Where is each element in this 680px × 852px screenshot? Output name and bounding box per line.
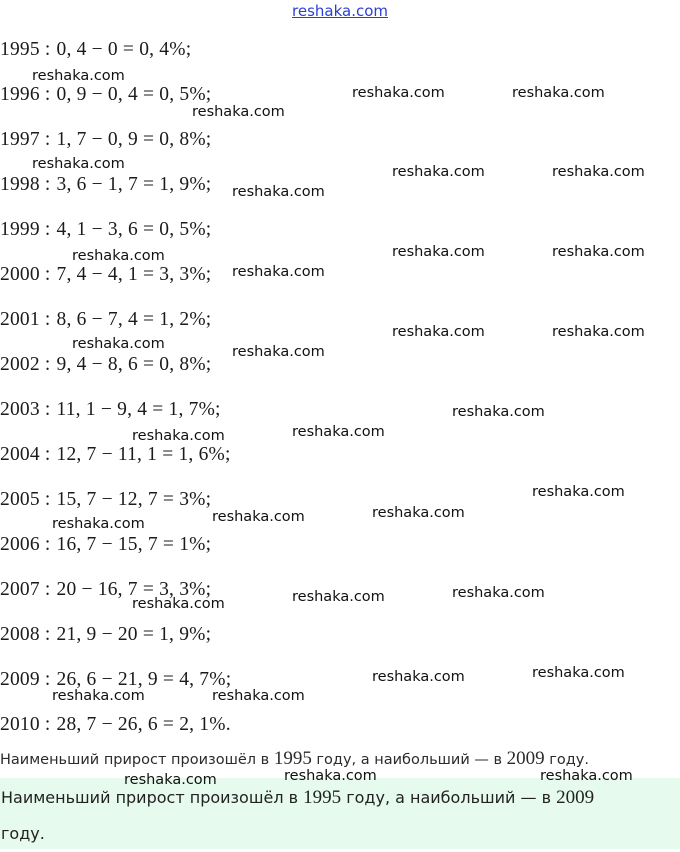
watermark-text: reshaka.com	[392, 324, 485, 340]
year-label: 2007 :	[0, 579, 51, 600]
growth-expression: 26, 6 − 21, 9 = 4, 7%;	[56, 669, 232, 690]
watermark-text: reshaka.com	[52, 516, 145, 532]
year-label: 2000 :	[0, 264, 51, 285]
calculation-line	[0, 173, 231, 218]
year-label: 2009 :	[0, 669, 51, 690]
year-label: 1997 :	[0, 129, 51, 150]
growth-expression: 7, 4 − 4, 1 = 3, 3%;	[56, 264, 212, 285]
watermark-text: reshaka.com	[52, 688, 145, 704]
watermark-text: reshaka.com	[552, 164, 645, 180]
watermark-text: reshaka.com	[372, 669, 465, 685]
watermark-text: reshaka.com	[212, 688, 305, 704]
growth-expression: 12, 7 − 11, 1 = 1, 6%;	[56, 444, 231, 465]
watermark-text: reshaka.com	[232, 264, 325, 280]
site-link[interactable]: reshaka.com	[292, 2, 388, 20]
year-label: 2002 :	[0, 354, 51, 375]
conclusion-text: Наименьший прирост произошёл в 1995 году, а наибольший — в 2009 году.	[0, 748, 589, 769]
watermark-text: reshaka.com	[392, 244, 485, 260]
growth-expression: 4, 1 − 3, 6 = 0, 5%;	[56, 219, 212, 240]
answer-box: Наименьший прирост произошёл в 1995 году, а наибольший — в 2009 году.	[0, 778, 680, 849]
watermark-text: reshaka.com	[32, 68, 125, 84]
year-label: 1999 :	[0, 219, 51, 240]
watermark-text: reshaka.com	[284, 768, 377, 784]
year-label: 2004 :	[0, 444, 51, 465]
calculation-line	[0, 443, 231, 488]
watermark-text: reshaka.com	[72, 336, 165, 352]
watermark-text: reshaka.com	[72, 248, 165, 264]
watermark-text: reshaka.com	[372, 505, 465, 521]
growth-expression: 21, 9 − 20 = 1, 9%;	[56, 624, 212, 645]
calculation-line	[0, 623, 231, 668]
year-label: 2001 :	[0, 309, 51, 330]
growth-expression: 28, 7 − 26, 6 = 2, 1%.	[56, 714, 231, 735]
growth-expression: 9, 4 − 8, 6 = 0, 8%;	[56, 354, 212, 375]
growth-expression: 0, 4 − 0 = 0, 4%;	[56, 39, 192, 60]
year-label: 2006 :	[0, 534, 51, 555]
calculation-line	[0, 263, 231, 308]
calculation-line	[0, 533, 231, 578]
growth-expression: 8, 6 − 7, 4 = 1, 2%;	[56, 309, 212, 330]
year-label: 2003 :	[0, 399, 51, 420]
watermark-text: reshaka.com	[132, 428, 225, 444]
watermark-text: reshaka.com	[452, 404, 545, 420]
year-label: 2008 :	[0, 624, 51, 645]
calculation-line	[0, 353, 231, 398]
watermark-text: reshaka.com	[352, 85, 445, 101]
watermark-text: reshaka.com	[532, 484, 625, 500]
growth-expression: 3, 6 − 1, 7 = 1, 9%;	[56, 174, 212, 195]
growth-expression: 20 − 16, 7 = 3, 3%;	[56, 579, 212, 600]
growth-expression: 11, 1 − 9, 4 = 1, 7%;	[56, 399, 221, 420]
watermark-text: reshaka.com	[532, 665, 625, 681]
watermark-text: reshaka.com	[232, 344, 325, 360]
growth-expression: 0, 9 − 0, 4 = 0, 5%;	[56, 84, 212, 105]
watermark-text: reshaka.com	[392, 164, 485, 180]
year-label: 1998 :	[0, 174, 51, 195]
watermark-text: reshaka.com	[452, 585, 545, 601]
watermark-text: reshaka.com	[292, 424, 385, 440]
year-label: 2010 :	[0, 714, 51, 735]
watermark-text: reshaka.com	[212, 509, 305, 525]
year-label: 1995 :	[0, 39, 51, 60]
growth-expression: 1, 7 − 0, 9 = 0, 8%;	[56, 129, 212, 150]
watermark-text: reshaka.com	[232, 184, 325, 200]
year-label: 1996 :	[0, 84, 51, 105]
watermark-text: reshaka.com	[32, 156, 125, 172]
growth-expression: 16, 7 − 15, 7 = 1%;	[56, 534, 212, 555]
year-label: 2005 :	[0, 489, 51, 510]
watermark-text: reshaka.com	[292, 589, 385, 605]
watermark-text: reshaka.com	[552, 244, 645, 260]
watermark-text: reshaka.com	[552, 324, 645, 340]
watermark-text: reshaka.com	[132, 596, 225, 612]
watermark-text: reshaka.com	[512, 85, 605, 101]
watermark-text: reshaka.com	[192, 104, 285, 120]
calculation-list	[0, 38, 231, 758]
watermark-text: reshaka.com	[540, 768, 633, 784]
watermark-text: reshaka.com	[124, 772, 217, 788]
growth-expression: 15, 7 − 12, 7 = 3%;	[56, 489, 212, 510]
